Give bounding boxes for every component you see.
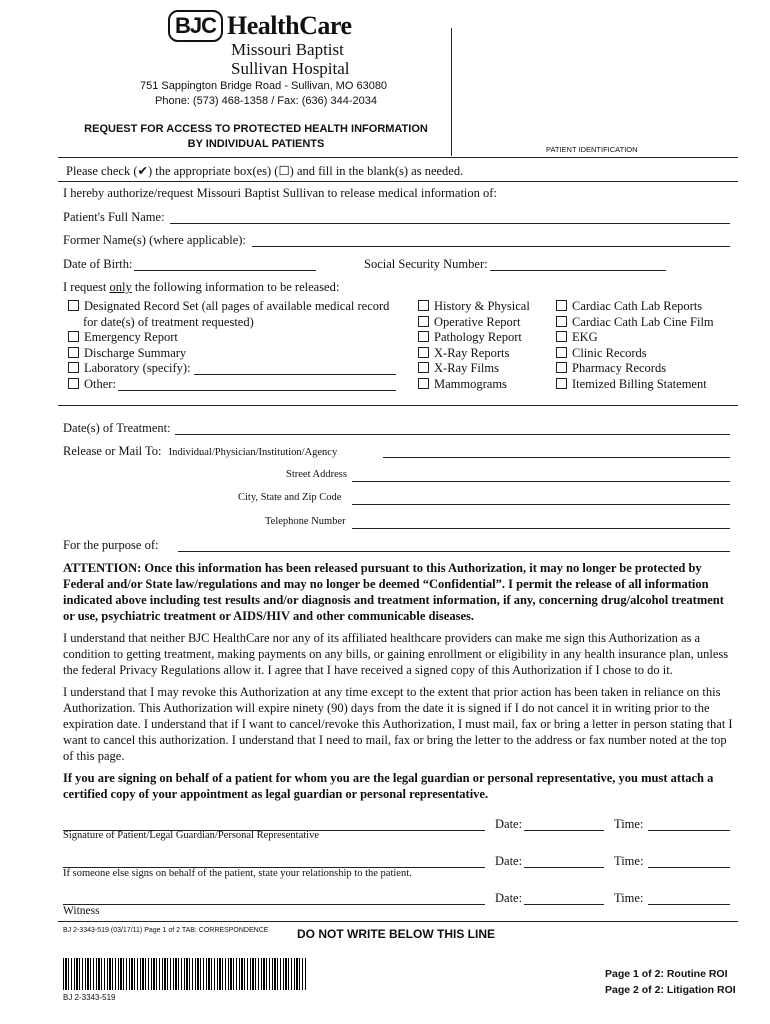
- time-field[interactable]: [648, 904, 730, 905]
- checklist-label: X-Ray Reports: [434, 346, 510, 360]
- checklist-label: Laboratory (specify):: [84, 361, 191, 375]
- former-names-field[interactable]: [252, 246, 730, 247]
- form-code: BJ 2-3343-519 (03/17/11) Page 1 of 2 TAB: CORRESPONDENCE: [63, 927, 269, 934]
- relationship-label: If someone else signs on behalf of the patient, state your relationship to the patient.: [63, 868, 412, 879]
- checklist-item[interactable]: [418, 299, 530, 314]
- checkbox[interactable]: [418, 316, 429, 327]
- checklist-item[interactable]: [418, 377, 507, 392]
- checkbox[interactable]: [68, 378, 79, 389]
- city-field[interactable]: [352, 504, 730, 505]
- checklist-item[interactable]: [418, 346, 509, 361]
- title-line2: BY INDIVIDUAL PATIENTS: [187, 138, 325, 150]
- checklist-item[interactable]: [68, 346, 186, 361]
- signature-label: Signature of Patient/Legal Guardian/Personal Representative: [63, 830, 320, 841]
- do-not-write: DO NOT WRITE BELOW THIS LINE: [297, 927, 495, 941]
- date-field[interactable]: [524, 867, 604, 868]
- checklist-item[interactable]: [68, 330, 178, 345]
- paragraph-consent: I understand that neither BJC HealthCare nor any of its affiliated healthcare providers can make me sign this Authorization as a condition to getting treatment, making payments on any bills, or gaining enrollment or eligibility in any health insurance plan, unless the federal Privacy Regulations allow it. I agree that I have received a signed copy of this Authorization if I chose to do it.: [63, 631, 729, 677]
- checklist-item[interactable]: [556, 299, 702, 314]
- checkbox[interactable]: [556, 378, 567, 389]
- checkbox[interactable]: [68, 300, 79, 311]
- checklist-item[interactable]: [68, 377, 116, 392]
- purpose-label: For the purpose of:: [63, 538, 159, 552]
- paragraph-revoke: I understand that I may revoke this Authorization at any time except to the extent that prior action has been taken in reliance on this Authorization. This Authorization will expire ninety (90) days from the date it is signed if I do not cancel it in writing prior to the expiration date. I understand that if I want to cancel/revoke this Authorization, I must mail, fax or bring a letter in person stating that I want to cancel this authorization. I understand that I need to mail, fax or bring the letter to the address or fax number noted at the top of this page.: [63, 685, 733, 763]
- footer-divider: [58, 921, 738, 922]
- logo: [168, 10, 352, 42]
- checklist-label: Clinic Records: [572, 346, 647, 360]
- patient-id-vline: [451, 28, 452, 156]
- checklist-item[interactable]: [68, 299, 389, 314]
- address: 751 Sappington Bridge Road - Sullivan, MO 63080: [140, 80, 388, 92]
- witness-field[interactable]: [63, 904, 485, 905]
- attention-text: ATTENTION: Once this information has been released pursuant to this Authorization, it may no longer be protected by Federal and/or State law/regulations and may no longer be deemed “Confidential”. I permit the release of all information indicated above including test results and/or diagnosis and treatment information, if any, concerning drug/alcohol treatment or use, psychiatric treatment or AIDS/HIV and other communicable diseases.: [63, 561, 724, 623]
- request-text: [63, 280, 339, 295]
- dates-field[interactable]: [175, 434, 730, 435]
- barcode-text: BJ 2-3343-519: [63, 993, 116, 1002]
- time-field[interactable]: [648, 867, 730, 868]
- page1-label: Page 1 of 2: Routine ROI: [605, 968, 728, 980]
- date-field[interactable]: [524, 830, 604, 831]
- checklist-label: Mammograms: [434, 377, 507, 391]
- checklist-label: Itemized Billing Statement: [572, 377, 707, 391]
- laboratory-field[interactable]: [194, 374, 396, 375]
- title-line1: REQUEST FOR ACCESS TO PROTECTED HEALTH INFORMATION: [84, 123, 428, 135]
- full-name-field[interactable]: [170, 223, 730, 224]
- city-label: City, State and Zip Code: [238, 492, 342, 503]
- dob-label: Date of Birth:: [63, 257, 133, 271]
- authorize-text: I hereby authorize/request Missouri Baptist Sullivan to release medical information of:: [63, 186, 497, 200]
- checklist-divider: [58, 405, 738, 406]
- logo-name: HealthCare: [227, 11, 352, 40]
- checklist-label: X-Ray Films: [434, 361, 499, 375]
- dates-label: Date(s) of Treatment:: [63, 421, 171, 435]
- checklist-label: Pharmacy Records: [572, 361, 667, 375]
- checklist-item[interactable]: [418, 315, 520, 330]
- full-name-label: Patient's Full Name:: [63, 210, 165, 224]
- barcode: [63, 958, 306, 990]
- dob-field[interactable]: [134, 270, 316, 271]
- request-only: only: [109, 280, 132, 294]
- checklist-item[interactable]: [556, 315, 714, 330]
- checklist-item[interactable]: [418, 330, 522, 345]
- former-names-label: Former Name(s) (where applicable):: [63, 233, 246, 247]
- checkbox[interactable]: [68, 362, 79, 373]
- date-label: Date:: [495, 891, 523, 905]
- telephone-label: Telephone Number: [265, 516, 346, 527]
- checklist-label: Operative Report: [434, 315, 521, 329]
- checklist-item-cont: for date(s) of treatment requested): [83, 315, 254, 329]
- checklist-label: Other:: [84, 377, 116, 391]
- hospital-line2: Sullivan Hospital: [231, 59, 350, 78]
- checkbox[interactable]: [418, 300, 429, 311]
- ssn-label: Social Security Number:: [364, 257, 488, 271]
- time-label: Time:: [614, 891, 644, 905]
- checklist-label: History & Physical: [434, 299, 530, 313]
- street-label: Street Address: [286, 469, 347, 480]
- time-label: Time:: [614, 817, 644, 831]
- phone: Phone: (573) 468-1358 / Fax: (636) 344-2034: [155, 95, 377, 107]
- checkbox[interactable]: [418, 331, 429, 342]
- checklist-label: EKG: [572, 330, 598, 344]
- patient-id-label: PATIENT IDENTIFICATION: [546, 145, 638, 154]
- instructions: Please check (✔) the appropriate box(es) (☐) and fill in the blank(s) as needed.: [66, 164, 464, 178]
- checkbox[interactable]: [68, 331, 79, 342]
- checklist-label: Discharge Summary: [84, 346, 187, 360]
- checklist-item[interactable]: [556, 346, 647, 361]
- time-field[interactable]: [648, 830, 730, 831]
- checklist-item[interactable]: [68, 361, 191, 376]
- hospital-line1: Missouri Baptist: [231, 40, 344, 59]
- checklist-item[interactable]: [556, 361, 666, 376]
- other-field[interactable]: [118, 390, 396, 391]
- checkbox[interactable]: [556, 300, 567, 311]
- release-to-label: [63, 444, 337, 459]
- logo-abbrev: BJC: [168, 10, 223, 42]
- checkbox[interactable]: [418, 347, 429, 358]
- hospital-name: [231, 40, 350, 78]
- street-field[interactable]: [352, 481, 730, 482]
- checklist-label: Cardiac Cath Lab Cine Film: [572, 315, 714, 329]
- instructions-divider: [58, 181, 738, 182]
- checklist-label: Cardiac Cath Lab Reports: [572, 299, 703, 313]
- telephone-field[interactable]: [352, 528, 730, 529]
- checklist-label: Pathology Report: [434, 330, 522, 344]
- witness-label: Witness: [63, 905, 100, 917]
- entity-label: Individual/Physician/Institution/Agency: [168, 447, 338, 458]
- checklist-label: Emergency Report: [84, 330, 178, 344]
- purpose-field[interactable]: [178, 551, 730, 552]
- checklist-item[interactable]: [556, 377, 707, 392]
- guardian-text: If you are signing on behalf of a patient for whom you are the legal guardian or personal representative, you must attach a certified copy of your appointment as legal guardian or personal representative.: [63, 771, 714, 801]
- entity-field[interactable]: [383, 457, 730, 458]
- checkbox[interactable]: [556, 331, 567, 342]
- ssn-field[interactable]: [490, 270, 666, 271]
- date-field[interactable]: [524, 904, 604, 905]
- checkbox[interactable]: [418, 362, 429, 373]
- date-label: Date:: [495, 817, 523, 831]
- request-suffix: the following information to be released:: [131, 280, 340, 294]
- checklist-item[interactable]: [418, 361, 499, 376]
- checklist-label: Designated Record Set (all pages of available medical record: [84, 299, 390, 313]
- form-title: [60, 122, 452, 152]
- time-label: Time:: [614, 854, 644, 868]
- checkbox[interactable]: [418, 378, 429, 389]
- page2-label: Page 2 of 2: Litigation ROI: [605, 984, 736, 996]
- header-divider: [58, 157, 738, 158]
- checkbox[interactable]: [556, 362, 567, 373]
- release-to: Release or Mail To:: [63, 444, 162, 458]
- date-label: Date:: [495, 854, 523, 868]
- checkbox[interactable]: [556, 347, 567, 358]
- checklist-item[interactable]: [556, 330, 598, 345]
- request-prefix: I request: [63, 280, 110, 294]
- checkbox[interactable]: [68, 347, 79, 358]
- checkbox[interactable]: [556, 316, 567, 327]
